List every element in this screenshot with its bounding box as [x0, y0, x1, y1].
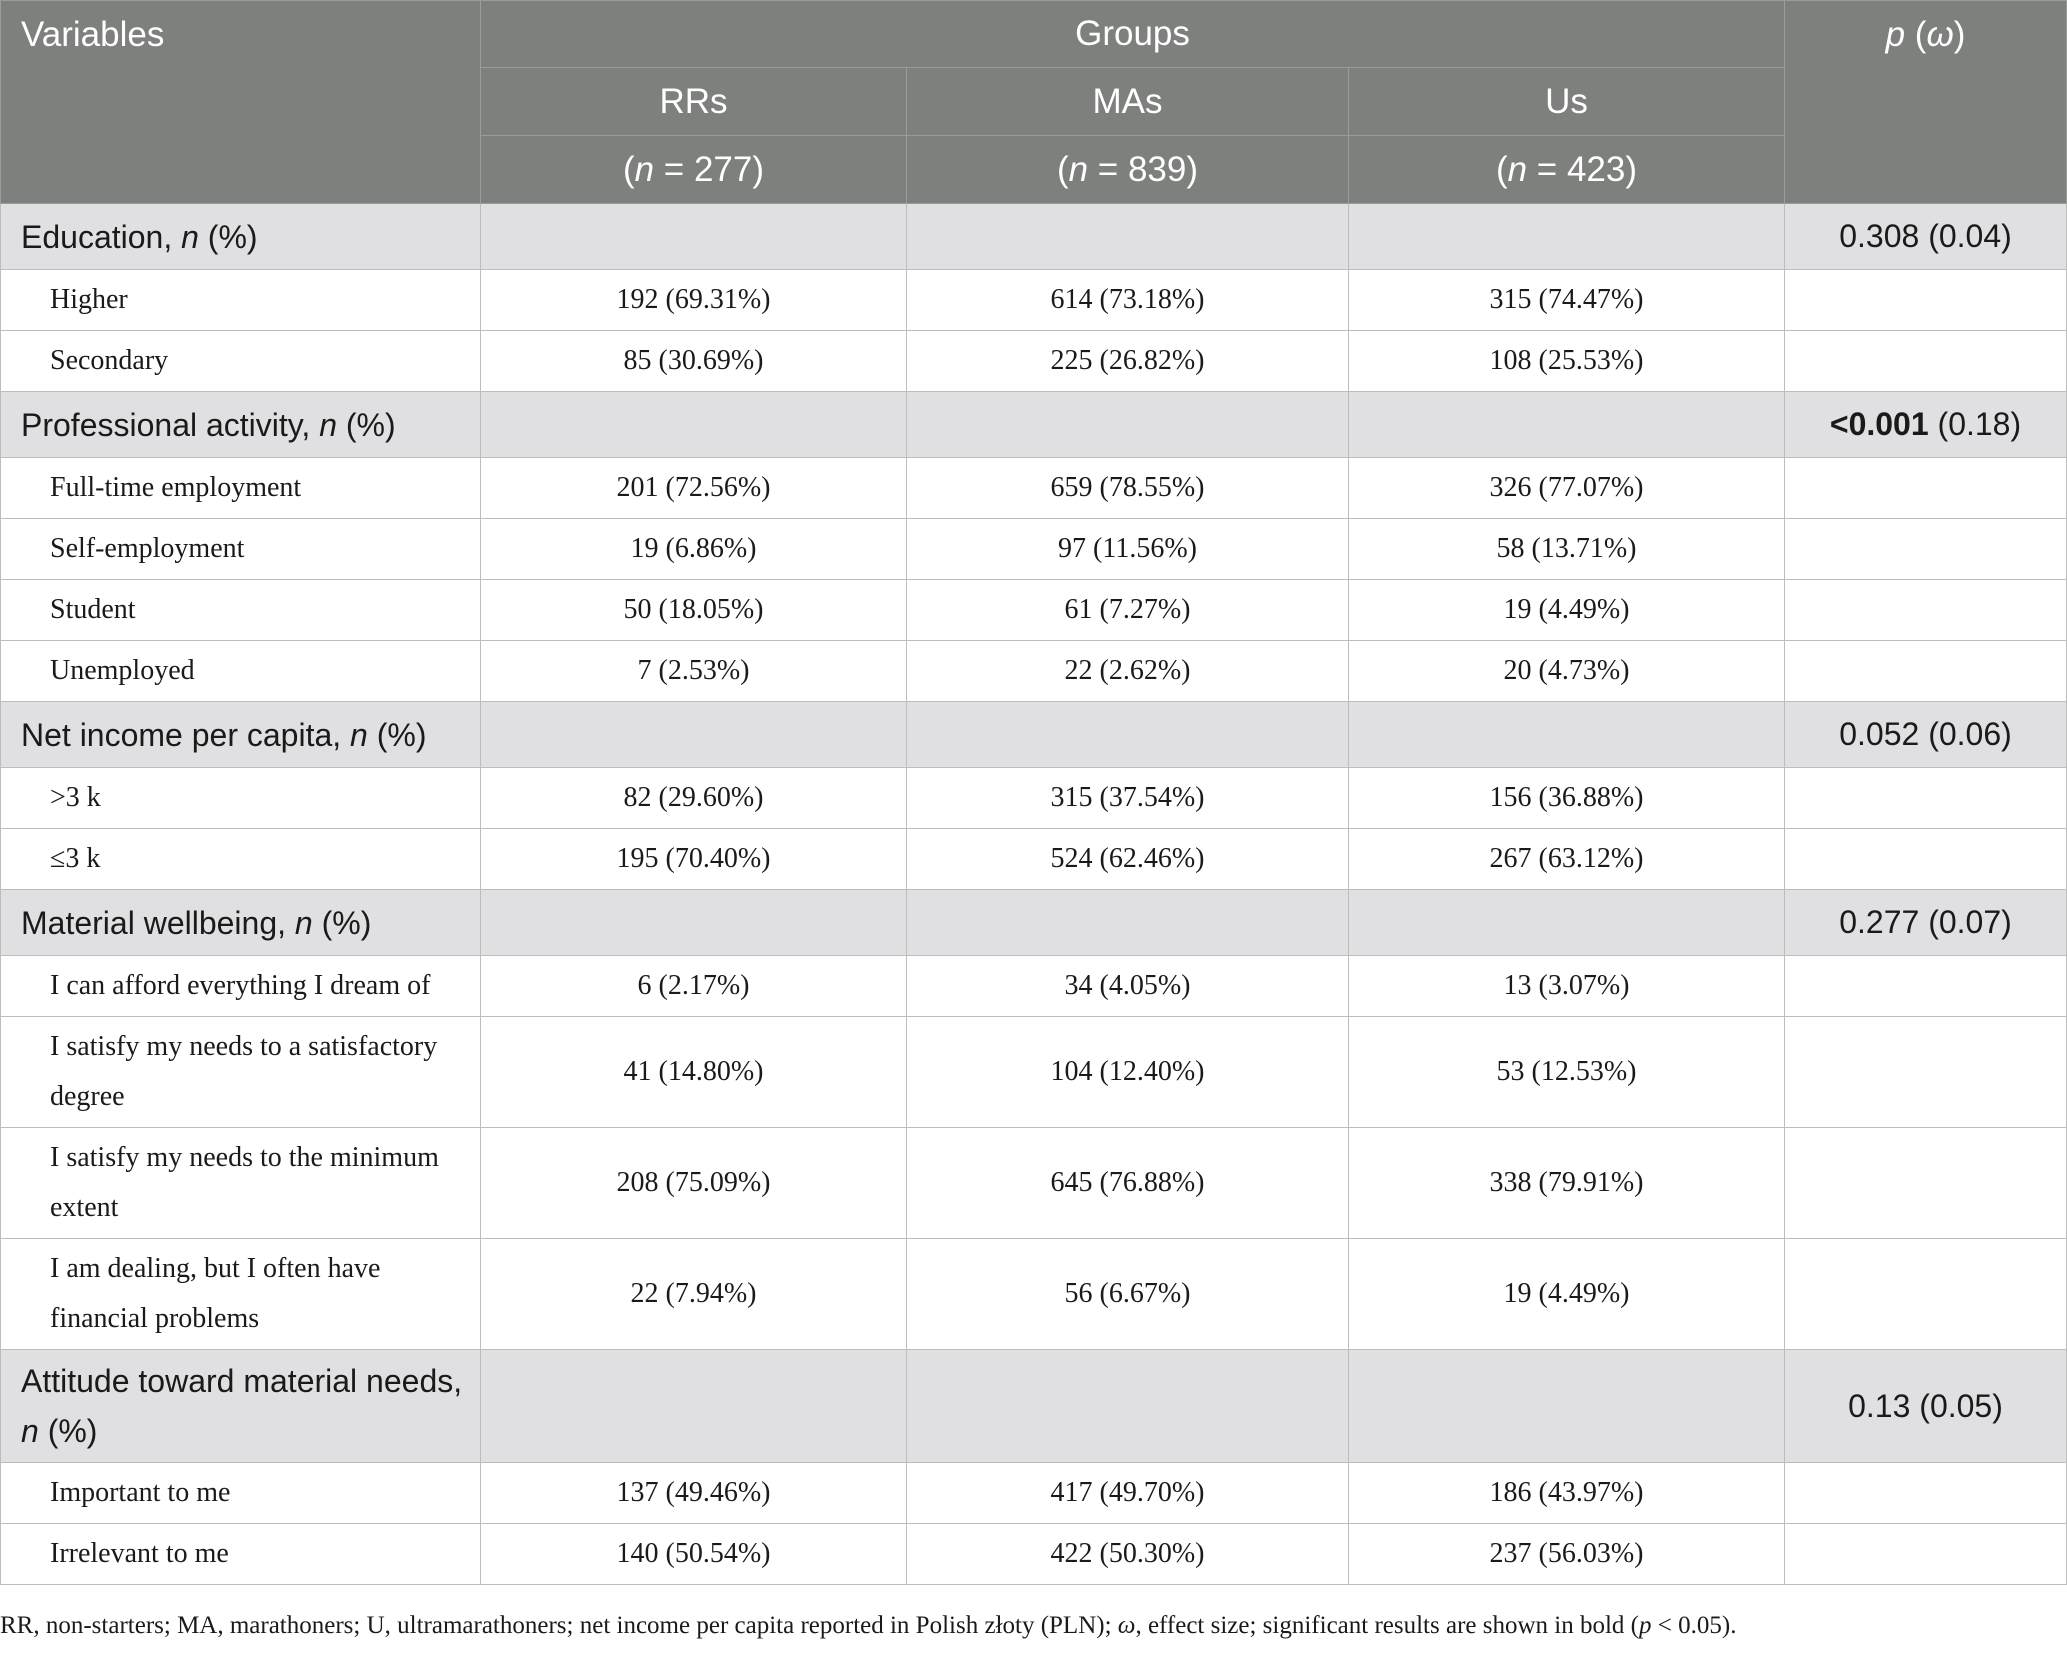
section-p-value: 0.13 (0.05): [1785, 1350, 2067, 1463]
cell-rrs: 22 (7.94%): [481, 1239, 907, 1350]
table-row: [1, 458, 2067, 519]
cell-us: 186 (43.97%): [1349, 1463, 1785, 1524]
cell-mas: 524 (62.46%): [907, 829, 1349, 890]
cell-rrs: 195 (70.40%): [481, 829, 907, 890]
cell-mas: 645 (76.88%): [907, 1128, 1349, 1239]
cell-rrs: 137 (49.46%): [481, 1463, 907, 1524]
cell-us: 53 (12.53%): [1349, 1017, 1785, 1128]
row-label: ≤3 k: [1, 829, 481, 890]
significant-p-value: <0.001: [1829, 406, 1929, 442]
cell-mas: 225 (26.82%): [907, 331, 1349, 392]
cell-mas: 97 (11.56%): [907, 519, 1349, 580]
section-p-value: 0.052 (0.06): [1785, 702, 2067, 768]
table-body: [1, 204, 2067, 1585]
cell-us: 20 (4.73%): [1349, 641, 1785, 702]
table-row: [1, 956, 2067, 1017]
table-header: [1, 1, 2067, 204]
cell-mas: 315 (37.54%): [907, 768, 1349, 829]
table-row: [1, 519, 2067, 580]
cell-us: 338 (79.91%): [1349, 1128, 1785, 1239]
section-p-value: 0.277 (0.07): [1785, 890, 2067, 956]
table-row: [1, 829, 2067, 890]
table-row: [1, 1128, 2067, 1239]
table-row: [1, 1239, 2067, 1350]
table-footnote: RR, non-starters; MA, marathoners; U, ultramarathoners; net income per capita reported in Polish złoty (PLN); ω, effect size; significant results are shown in bold (p < 0.05).: [0, 1612, 1737, 1639]
row-label: I satisfy my needs to a satisfactory degree: [1, 1017, 481, 1128]
cell-mas: 56 (6.67%): [907, 1239, 1349, 1350]
cell-rrs: 41 (14.80%): [481, 1017, 907, 1128]
cell-rrs: 82 (29.60%): [481, 768, 907, 829]
section-label: Attitude toward material needs, n (%): [1, 1350, 481, 1463]
cell-rrs: 140 (50.54%): [481, 1524, 907, 1585]
section-label: Professional activity, n (%): [1, 392, 481, 458]
table-row: [1, 580, 2067, 641]
row-label: Self-employment: [1, 519, 481, 580]
cell-mas: 422 (50.30%): [907, 1524, 1349, 1585]
cell-mas: 34 (4.05%): [907, 956, 1349, 1017]
cell-mas: 104 (12.40%): [907, 1017, 1349, 1128]
section-row-net-income: [1, 702, 2067, 768]
row-label: Full-time employment: [1, 458, 481, 519]
table-row: [1, 331, 2067, 392]
row-label: Student: [1, 580, 481, 641]
row-label: Unemployed: [1, 641, 481, 702]
cell-us: 315 (74.47%): [1349, 270, 1785, 331]
row-label: >3 k: [1, 768, 481, 829]
cell-rrs: 192 (69.31%): [481, 270, 907, 331]
cell-mas: 659 (78.55%): [907, 458, 1349, 519]
group-name-mas: MAs: [907, 68, 1349, 136]
group-n-mas: (n = 839): [907, 136, 1349, 204]
section-p-value: <0.001 (0.18): [1785, 392, 2067, 458]
cell-us: 19 (4.49%): [1349, 580, 1785, 641]
section-row-attitude: [1, 1350, 2067, 1463]
group-n-rrs: (n = 277): [481, 136, 907, 204]
row-label: I am dealing, but I often have financial problems: [1, 1239, 481, 1350]
section-label: Material wellbeing, n (%): [1, 890, 481, 956]
table-row: [1, 1524, 2067, 1585]
table-row: [1, 641, 2067, 702]
p-value-header: p (ω): [1785, 1, 2067, 204]
cell-rrs: 85 (30.69%): [481, 331, 907, 392]
row-label: I can afford everything I dream of: [1, 956, 481, 1017]
cell-us: 326 (77.07%): [1349, 458, 1785, 519]
cell-us: 156 (36.88%): [1349, 768, 1785, 829]
section-row-professional-activity: [1, 392, 2067, 458]
cell-rrs: 50 (18.05%): [481, 580, 907, 641]
section-label: Education, n (%): [1, 204, 481, 270]
table-row: [1, 1463, 2067, 1524]
table-row: [1, 1017, 2067, 1128]
row-label: I satisfy my needs to the minimum extent: [1, 1128, 481, 1239]
variables-header: Variables: [1, 1, 481, 204]
section-row-education: [1, 204, 2067, 270]
cell-rrs: 19 (6.86%): [481, 519, 907, 580]
cell-us: 58 (13.71%): [1349, 519, 1785, 580]
cell-rrs: 6 (2.17%): [481, 956, 907, 1017]
group-name-us: Us: [1349, 68, 1785, 136]
cell-mas: 22 (2.62%): [907, 641, 1349, 702]
section-row-material-wellbeing: [1, 890, 2067, 956]
cell-rrs: 201 (72.56%): [481, 458, 907, 519]
p-symbol: p: [1885, 15, 1906, 54]
cell-us: 13 (3.07%): [1349, 956, 1785, 1017]
omega-symbol: ω: [1926, 15, 1954, 54]
cell-mas: 417 (49.70%): [907, 1463, 1349, 1524]
row-label: Secondary: [1, 331, 481, 392]
cell-us: 19 (4.49%): [1349, 1239, 1785, 1350]
section-p-value: 0.308 (0.04): [1785, 204, 2067, 270]
row-label: Higher: [1, 270, 481, 331]
cell-rrs: 208 (75.09%): [481, 1128, 907, 1239]
group-name-rrs: RRs: [481, 68, 907, 136]
cell-mas: 61 (7.27%): [907, 580, 1349, 641]
row-label: Important to me: [1, 1463, 481, 1524]
section-label: Net income per capita, n (%): [1, 702, 481, 768]
cell-us: 237 (56.03%): [1349, 1524, 1785, 1585]
groups-header: Groups: [481, 1, 1785, 68]
row-label: Irrelevant to me: [1, 1524, 481, 1585]
cell-rrs: 7 (2.53%): [481, 641, 907, 702]
cell-us: 108 (25.53%): [1349, 331, 1785, 392]
cell-us: 267 (63.12%): [1349, 829, 1785, 890]
cell-mas: 614 (73.18%): [907, 270, 1349, 331]
table-row: [1, 768, 2067, 829]
group-n-us: (n = 423): [1349, 136, 1785, 204]
table-row: [1, 270, 2067, 331]
